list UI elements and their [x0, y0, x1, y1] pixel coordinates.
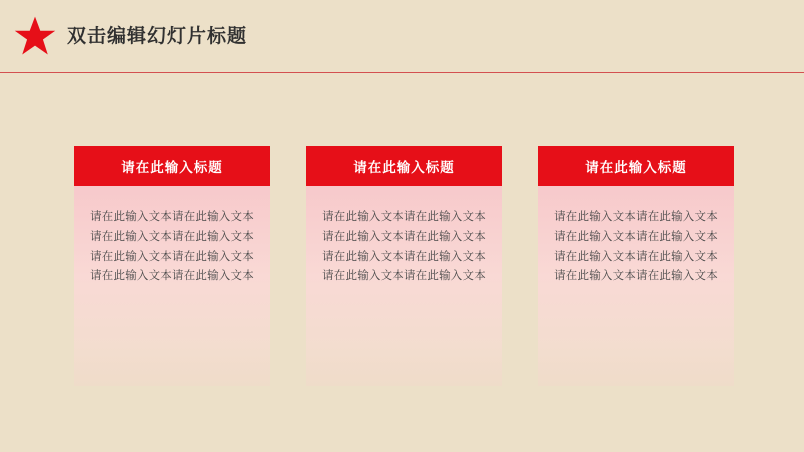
card-1-text: 请在此输入文本请在此输入文本请在此输入文本请在此输入文本请在此输入文本请在此输入文本请在此输入文本请在此输入文本 — [90, 211, 254, 283]
card-3-text: 请在此输入文本请在此输入文本请在此输入文本请在此输入文本请在此输入文本请在此输入文本请在此输入文本请在此输入文本 — [554, 211, 718, 283]
card-1-title: 请在此输入标题 — [74, 146, 270, 186]
card-1[interactable] — [74, 146, 270, 386]
card-2-body — [306, 186, 502, 386]
slide-header — [0, 0, 804, 73]
card-2-title: 请在此输入标题 — [306, 146, 502, 186]
card-3[interactable] — [538, 146, 734, 386]
page-title: 双击编辑幻灯片标题 — [67, 25, 248, 47]
card-1-body — [74, 186, 270, 386]
card-2[interactable] — [306, 146, 502, 386]
card-list — [74, 146, 734, 386]
card-3-body — [538, 186, 734, 386]
card-2-text: 请在此输入文本请在此输入文本请在此输入文本请在此输入文本请在此输入文本请在此输入文本请在此输入文本请在此输入文本 — [322, 211, 486, 283]
star-icon — [13, 14, 57, 58]
card-3-title: 请在此输入标题 — [538, 146, 734, 186]
